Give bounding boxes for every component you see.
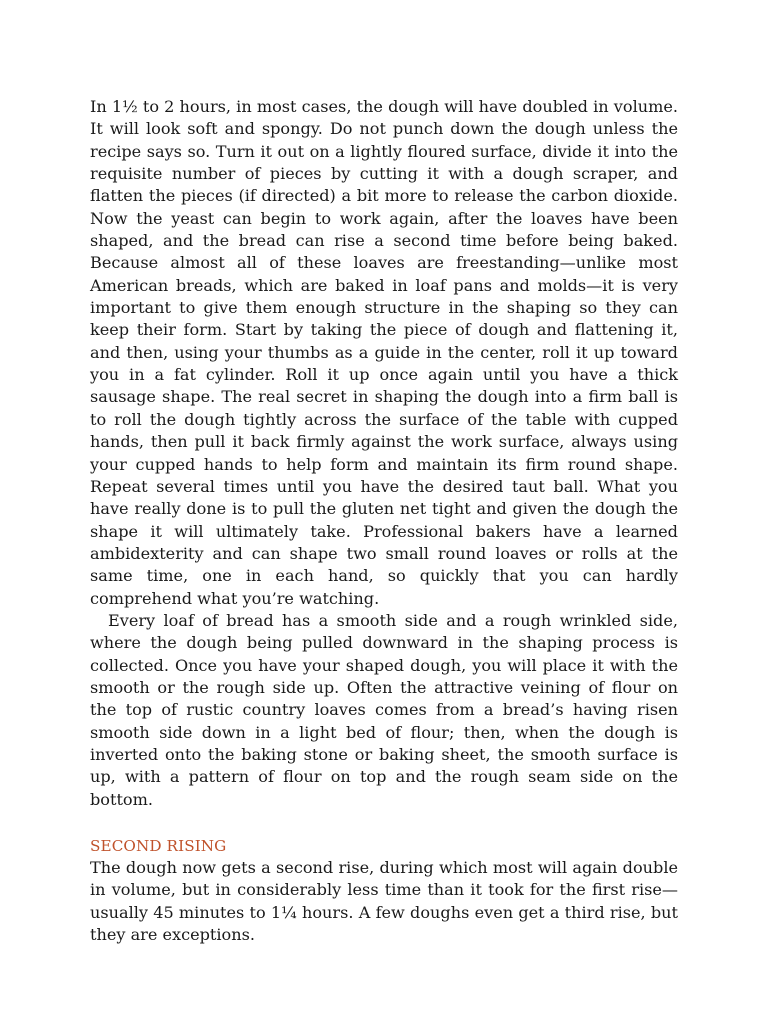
page-body bbox=[90, 96, 678, 946]
paragraph-smooth-rough-side: Every loaf of bread has a smooth side and a rough wrinkled side, where the dough being pulled downward in the shaping process is collected. Once you have your shaped dough, you will place it with the smooth or the rough side up. Often the attractive veining of flour on the top of rustic country loaves comes from a bread’s having risen smooth side down in a light bed of flour; then, when the dough is inverted onto the baking stone or baking sheet, the smooth surface is up, with a pattern of flour on top and the rough seam side on the bottom. bbox=[90, 610, 678, 809]
paragraph-second-rising: The dough now gets a second rise, during which most will again double in volume, but in considerably less time than it took for the first rise—usually 45 minutes to 1¼ hours. A few doughs even get a third rise, but they are exceptions. bbox=[90, 858, 678, 945]
section-heading-second-rising: SECOND RISING bbox=[90, 837, 227, 855]
paragraph-dough-shaping: In 1½ to 2 hours, in most cases, the dough will have doubled in volume. It will look soft and spongy. Do not punch down the dough unless the recipe says so. Turn it out on a lightly floured surface, divide it into the requisite number of pieces by cutting it with a dough scraper, and flatten the pieces (if directed) a bit more to release the carbon dioxide. Now the yeast can begin to work again, after the loaves have been shaped, and the bread can rise a second time before being baked. Because almost all of these loaves are freestanding—unlike most American breads, which are baked in loaf pans and molds—it is very important to give them enough structure in the shaping so they can keep their form. Start by taking the piece of dough and flattening it, and then, using your thumbs as a guide in the center, roll it up toward you in a fat cylinder. Roll it up once again until you have a thick sausage shape. The real secret in shaping the dough into a firm ball is to roll the dough tightly across the surface of the table with cupped hands, then pull it back firmly against the work surface, always using your cupped hands to help form and maintain its firm round shape. Repeat several times until you have the desired taut ball. What you have really done is to pull the gluten net tight and given the dough the shape it will ultimately take. Professional bakers have a learned ambidexterity and can shape two small round loaves or rolls at the same time, one in each hand, so quickly that you can hardly comprehend what you’re watching. bbox=[90, 97, 678, 608]
